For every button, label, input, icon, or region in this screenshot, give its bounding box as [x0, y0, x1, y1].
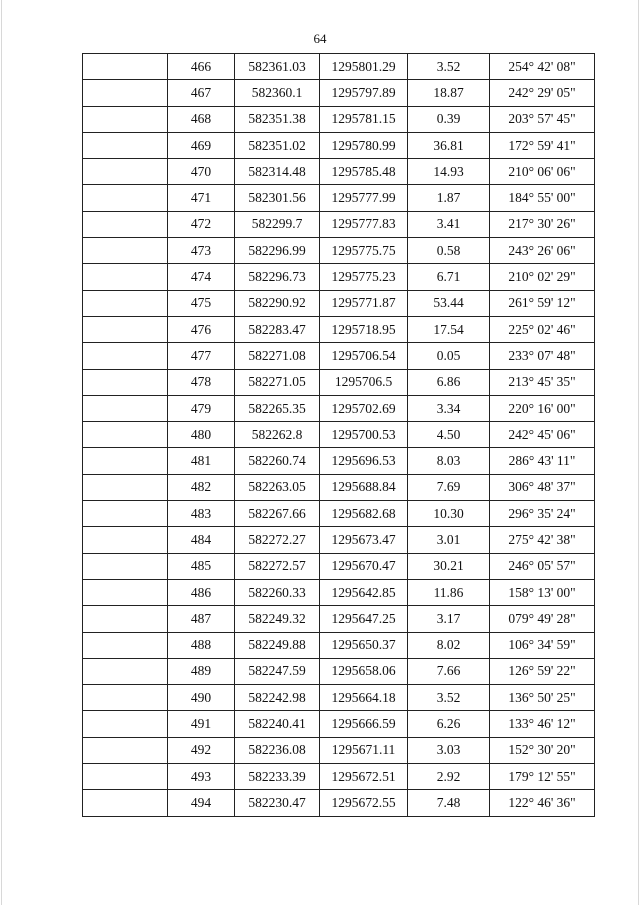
blank-cell — [83, 264, 168, 290]
point-number-cell: 483 — [168, 501, 235, 527]
direction-angle-cell: 172° 59' 41" — [490, 132, 595, 158]
segment-length-cell: 6.71 — [408, 264, 490, 290]
table-row — [83, 159, 595, 185]
segment-length-cell: 8.03 — [408, 448, 490, 474]
blank-cell — [83, 395, 168, 421]
direction-angle-cell: 261° 59' 12" — [490, 290, 595, 316]
blank-cell — [83, 106, 168, 132]
point-number-cell: 480 — [168, 422, 235, 448]
table-row — [83, 54, 595, 80]
blank-cell — [83, 316, 168, 342]
y-coordinate-cell: 1295777.83 — [320, 211, 408, 237]
segment-length-cell: 3.34 — [408, 395, 490, 421]
segment-length-cell: 0.05 — [408, 343, 490, 369]
blank-cell — [83, 501, 168, 527]
point-number-cell: 478 — [168, 369, 235, 395]
y-coordinate-cell: 1295780.99 — [320, 132, 408, 158]
table-row — [83, 132, 595, 158]
point-number-cell: 489 — [168, 658, 235, 684]
x-coordinate-cell: 582271.05 — [235, 369, 320, 395]
blank-cell — [83, 790, 168, 816]
segment-length-cell: 3.03 — [408, 737, 490, 763]
table-row — [83, 264, 595, 290]
point-number-cell: 469 — [168, 132, 235, 158]
y-coordinate-cell: 1295718.95 — [320, 316, 408, 342]
x-coordinate-cell: 582240.41 — [235, 711, 320, 737]
coordinates-table — [82, 53, 595, 817]
point-number-cell: 472 — [168, 211, 235, 237]
coordinates-table-body — [83, 54, 595, 817]
direction-angle-cell: 220° 16' 00" — [490, 395, 595, 421]
y-coordinate-cell: 1295682.68 — [320, 501, 408, 527]
point-number-cell: 486 — [168, 579, 235, 605]
segment-length-cell: 4.50 — [408, 422, 490, 448]
direction-angle-cell: 126° 59' 22" — [490, 658, 595, 684]
direction-angle-cell: 242° 29' 05" — [490, 80, 595, 106]
table-row — [83, 238, 595, 264]
x-coordinate-cell: 582260.74 — [235, 448, 320, 474]
blank-cell — [83, 422, 168, 448]
table-row — [83, 553, 595, 579]
blank-cell — [83, 448, 168, 474]
point-number-cell: 485 — [168, 553, 235, 579]
direction-angle-cell: 179° 12' 55" — [490, 764, 595, 790]
point-number-cell: 487 — [168, 606, 235, 632]
y-coordinate-cell: 1295666.59 — [320, 711, 408, 737]
direction-angle-cell: 184° 55' 00" — [490, 185, 595, 211]
x-coordinate-cell: 582263.05 — [235, 474, 320, 500]
direction-angle-cell: 133° 46' 12" — [490, 711, 595, 737]
x-coordinate-cell: 582242.98 — [235, 685, 320, 711]
table-row — [83, 395, 595, 421]
direction-angle-cell: 210° 06' 06" — [490, 159, 595, 185]
blank-cell — [83, 369, 168, 395]
x-coordinate-cell: 582296.73 — [235, 264, 320, 290]
x-coordinate-cell: 582267.66 — [235, 501, 320, 527]
direction-angle-cell: 296° 35' 24" — [490, 501, 595, 527]
point-number-cell: 475 — [168, 290, 235, 316]
x-coordinate-cell: 582296.99 — [235, 238, 320, 264]
segment-length-cell: 7.66 — [408, 658, 490, 684]
x-coordinate-cell: 582262.8 — [235, 422, 320, 448]
segment-length-cell: 1.87 — [408, 185, 490, 211]
table-row — [83, 685, 595, 711]
point-number-cell: 482 — [168, 474, 235, 500]
x-coordinate-cell: 582314.48 — [235, 159, 320, 185]
blank-cell — [83, 54, 168, 80]
segment-length-cell: 7.48 — [408, 790, 490, 816]
x-coordinate-cell: 582249.88 — [235, 632, 320, 658]
page-number: 64 — [313, 31, 327, 46]
table-row — [83, 185, 595, 211]
segment-length-cell: 3.41 — [408, 211, 490, 237]
table-row — [83, 211, 595, 237]
y-coordinate-cell: 1295775.75 — [320, 238, 408, 264]
direction-angle-cell: 286° 43' 11" — [490, 448, 595, 474]
x-coordinate-cell: 582360.1 — [235, 80, 320, 106]
blank-cell — [83, 132, 168, 158]
table-row — [83, 106, 595, 132]
segment-length-cell: 0.39 — [408, 106, 490, 132]
point-number-cell: 470 — [168, 159, 235, 185]
y-coordinate-cell: 1295671.11 — [320, 737, 408, 763]
table-row — [83, 316, 595, 342]
table-row — [83, 790, 595, 816]
blank-cell — [83, 343, 168, 369]
y-coordinate-cell: 1295777.99 — [320, 185, 408, 211]
y-coordinate-cell: 1295797.89 — [320, 80, 408, 106]
blank-cell — [83, 238, 168, 264]
x-coordinate-cell: 582351.02 — [235, 132, 320, 158]
y-coordinate-cell: 1295664.18 — [320, 685, 408, 711]
x-coordinate-cell: 582249.32 — [235, 606, 320, 632]
direction-angle-cell: 213° 45' 35" — [490, 369, 595, 395]
segment-length-cell: 7.69 — [408, 474, 490, 500]
x-coordinate-cell: 582271.08 — [235, 343, 320, 369]
blank-cell — [83, 474, 168, 500]
point-number-cell: 474 — [168, 264, 235, 290]
blank-cell — [83, 711, 168, 737]
table-row — [83, 711, 595, 737]
scan-edge-right — [638, 0, 639, 905]
blank-cell — [83, 632, 168, 658]
table-row — [83, 606, 595, 632]
table-row — [83, 501, 595, 527]
segment-length-cell: 0.58 — [408, 238, 490, 264]
segment-length-cell: 53.44 — [408, 290, 490, 316]
blank-cell — [83, 658, 168, 684]
table-row — [83, 80, 595, 106]
blank-cell — [83, 579, 168, 605]
blank-cell — [83, 606, 168, 632]
segment-length-cell: 6.26 — [408, 711, 490, 737]
x-coordinate-cell: 582361.03 — [235, 54, 320, 80]
y-coordinate-cell: 1295706.5 — [320, 369, 408, 395]
segment-length-cell: 3.17 — [408, 606, 490, 632]
segment-length-cell: 3.52 — [408, 54, 490, 80]
x-coordinate-cell: 582236.08 — [235, 737, 320, 763]
point-number-cell: 492 — [168, 737, 235, 763]
table-row — [83, 527, 595, 553]
x-coordinate-cell: 582247.59 — [235, 658, 320, 684]
y-coordinate-cell: 1295672.55 — [320, 790, 408, 816]
segment-length-cell: 2.92 — [408, 764, 490, 790]
y-coordinate-cell: 1295647.25 — [320, 606, 408, 632]
table-row — [83, 369, 595, 395]
point-number-cell: 488 — [168, 632, 235, 658]
direction-angle-cell: 210° 02' 29" — [490, 264, 595, 290]
x-coordinate-cell: 582230.47 — [235, 790, 320, 816]
y-coordinate-cell: 1295785.48 — [320, 159, 408, 185]
segment-length-cell: 6.86 — [408, 369, 490, 395]
table-row — [83, 343, 595, 369]
y-coordinate-cell: 1295700.53 — [320, 422, 408, 448]
point-number-cell: 479 — [168, 395, 235, 421]
direction-angle-cell: 136° 50' 25" — [490, 685, 595, 711]
point-number-cell: 484 — [168, 527, 235, 553]
segment-length-cell: 14.93 — [408, 159, 490, 185]
blank-cell — [83, 159, 168, 185]
blank-cell — [83, 553, 168, 579]
table-row — [83, 737, 595, 763]
direction-angle-cell: 106° 34' 59" — [490, 632, 595, 658]
table-row — [83, 422, 595, 448]
point-number-cell: 467 — [168, 80, 235, 106]
table-row — [83, 474, 595, 500]
blank-cell — [83, 211, 168, 237]
blank-cell — [83, 764, 168, 790]
segment-length-cell: 18.87 — [408, 80, 490, 106]
scan-edge-left — [1, 0, 2, 905]
table-row — [83, 632, 595, 658]
x-coordinate-cell: 582265.35 — [235, 395, 320, 421]
x-coordinate-cell: 582233.39 — [235, 764, 320, 790]
direction-angle-cell: 122° 46' 36" — [490, 790, 595, 816]
blank-cell — [83, 185, 168, 211]
segment-length-cell: 30.21 — [408, 553, 490, 579]
table-row — [83, 764, 595, 790]
x-coordinate-cell: 582290.92 — [235, 290, 320, 316]
point-number-cell: 468 — [168, 106, 235, 132]
direction-angle-cell: 243° 26' 06" — [490, 238, 595, 264]
y-coordinate-cell: 1295673.47 — [320, 527, 408, 553]
point-number-cell: 491 — [168, 711, 235, 737]
blank-cell — [83, 80, 168, 106]
table-row — [83, 658, 595, 684]
direction-angle-cell: 225° 02' 46" — [490, 316, 595, 342]
segment-length-cell: 36.81 — [408, 132, 490, 158]
x-coordinate-cell: 582260.33 — [235, 579, 320, 605]
y-coordinate-cell: 1295658.06 — [320, 658, 408, 684]
point-number-cell: 473 — [168, 238, 235, 264]
x-coordinate-cell: 582299.7 — [235, 211, 320, 237]
point-number-cell: 477 — [168, 343, 235, 369]
blank-cell — [83, 527, 168, 553]
table-row — [83, 448, 595, 474]
x-coordinate-cell: 582351.38 — [235, 106, 320, 132]
table-row — [83, 579, 595, 605]
segment-length-cell: 3.01 — [408, 527, 490, 553]
direction-angle-cell: 306° 48' 37" — [490, 474, 595, 500]
segment-length-cell: 11.86 — [408, 579, 490, 605]
blank-cell — [83, 290, 168, 316]
y-coordinate-cell: 1295702.69 — [320, 395, 408, 421]
x-coordinate-cell: 582272.57 — [235, 553, 320, 579]
y-coordinate-cell: 1295771.87 — [320, 290, 408, 316]
x-coordinate-cell: 582283.47 — [235, 316, 320, 342]
table-row — [83, 290, 595, 316]
x-coordinate-cell: 582301.56 — [235, 185, 320, 211]
blank-cell — [83, 737, 168, 763]
direction-angle-cell: 158° 13' 00" — [490, 579, 595, 605]
direction-angle-cell: 152° 30' 20" — [490, 737, 595, 763]
y-coordinate-cell: 1295670.47 — [320, 553, 408, 579]
y-coordinate-cell: 1295781.15 — [320, 106, 408, 132]
y-coordinate-cell: 1295696.53 — [320, 448, 408, 474]
direction-angle-cell: 233° 07' 48" — [490, 343, 595, 369]
y-coordinate-cell: 1295650.37 — [320, 632, 408, 658]
direction-angle-cell: 275° 42' 38" — [490, 527, 595, 553]
point-number-cell: 490 — [168, 685, 235, 711]
y-coordinate-cell: 1295642.85 — [320, 579, 408, 605]
direction-angle-cell: 246° 05' 57" — [490, 553, 595, 579]
y-coordinate-cell: 1295706.54 — [320, 343, 408, 369]
y-coordinate-cell: 1295775.23 — [320, 264, 408, 290]
y-coordinate-cell: 1295688.84 — [320, 474, 408, 500]
x-coordinate-cell: 582272.27 — [235, 527, 320, 553]
direction-angle-cell: 203° 57' 45" — [490, 106, 595, 132]
point-number-cell: 493 — [168, 764, 235, 790]
segment-length-cell: 17.54 — [408, 316, 490, 342]
point-number-cell: 471 — [168, 185, 235, 211]
direction-angle-cell: 254° 42' 08" — [490, 54, 595, 80]
segment-length-cell: 3.52 — [408, 685, 490, 711]
point-number-cell: 494 — [168, 790, 235, 816]
point-number-cell: 476 — [168, 316, 235, 342]
point-number-cell: 481 — [168, 448, 235, 474]
y-coordinate-cell: 1295801.29 — [320, 54, 408, 80]
segment-length-cell: 8.02 — [408, 632, 490, 658]
direction-angle-cell: 242° 45' 06" — [490, 422, 595, 448]
direction-angle-cell: 217° 30' 26" — [490, 211, 595, 237]
segment-length-cell: 10.30 — [408, 501, 490, 527]
direction-angle-cell: 079° 49' 28" — [490, 606, 595, 632]
y-coordinate-cell: 1295672.51 — [320, 764, 408, 790]
point-number-cell: 466 — [168, 54, 235, 80]
blank-cell — [83, 685, 168, 711]
